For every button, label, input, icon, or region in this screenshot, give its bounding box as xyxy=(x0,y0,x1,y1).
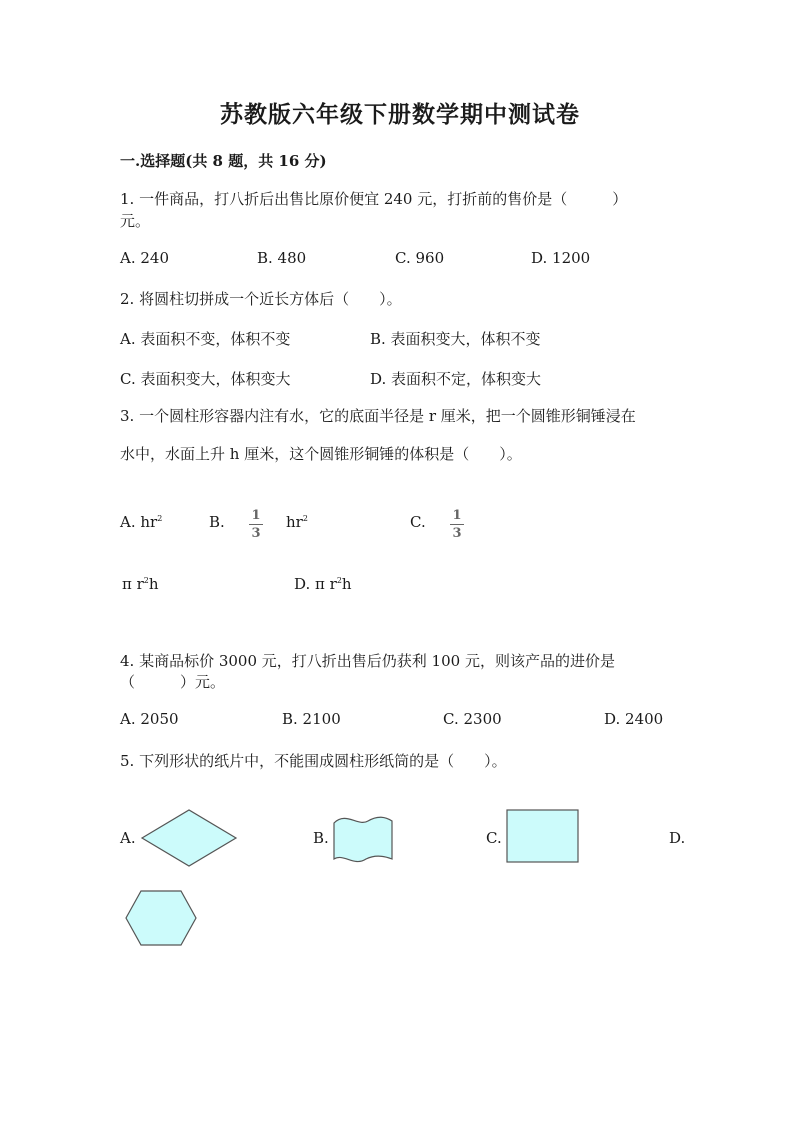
rectangle-shape xyxy=(506,808,580,864)
question-1-option-c: C. 960 xyxy=(395,249,445,267)
question-3-option-a-expr: A. hr xyxy=(120,513,158,531)
question-2-option-b: B. 表面积变大，体积不变 xyxy=(370,330,541,348)
question-3-option-c-h: h xyxy=(148,575,159,593)
question-1-text-cont: 元。 xyxy=(120,212,151,230)
fraction-one-third-b xyxy=(249,509,263,540)
question-3-option-c-cont xyxy=(122,575,159,593)
question-5-option-a: A. xyxy=(120,829,136,847)
section-heading: 一.选择题(共 8 题，共 16 分) xyxy=(120,152,327,170)
question-5-option-d: D. xyxy=(669,829,686,847)
question-3-option-d xyxy=(294,575,352,593)
rhombus-shape xyxy=(140,808,238,868)
question-3-option-b-hr: hr xyxy=(286,513,303,531)
superscript-two: 2 xyxy=(143,576,149,585)
question-5-option-c: C. xyxy=(486,829,502,847)
question-1-option-a: A. 240 xyxy=(120,249,169,267)
question-3-option-b-label: B. xyxy=(209,513,225,531)
question-3-option-c-pir: π r xyxy=(122,575,144,593)
question-3-option-b-expr xyxy=(286,513,308,531)
question-4-text-cont: （ ）元。 xyxy=(120,673,226,691)
question-2-option-d: D. 表面积不定，体积变大 xyxy=(370,370,542,388)
question-3-option-d-pir: D. π r xyxy=(294,575,337,593)
question-2-text: 2. 将圆柱切拼成一个近长方体后（ ）。 xyxy=(120,290,402,308)
question-4-option-a: A. 2050 xyxy=(120,710,179,728)
question-4-option-d: D. 2400 xyxy=(604,710,664,728)
question-1-option-b: B. 480 xyxy=(257,249,307,267)
wavy-rectangle-shape xyxy=(332,815,394,865)
superscript-two: 2 xyxy=(336,576,342,585)
fraction-numerator: 1 xyxy=(251,508,261,523)
question-3-option-d-h: h xyxy=(341,575,352,593)
question-1-text: 1. 一件商品，打八折后出售比原价便宜 240 元，打折前的售价是（ ） xyxy=(120,190,628,208)
fraction-bar xyxy=(249,524,263,525)
fraction-bar xyxy=(450,524,464,525)
question-1-option-d: D. 1200 xyxy=(531,249,591,267)
superscript-two: 2 xyxy=(302,514,308,523)
question-4-text: 4. 某商品标价 3000 元，打八折出售后仍获利 100 元，则该产品的进价是 xyxy=(120,652,615,670)
question-3-option-c-label: C. xyxy=(410,513,426,531)
question-5-text: 5. 下列形状的纸片中，不能围成圆柱形纸筒的是（ ）。 xyxy=(120,752,507,770)
question-3-option-a xyxy=(120,513,162,531)
hexagon-shape xyxy=(124,888,198,948)
question-3-text: 3. 一个圆柱形容器内注有水，它的底面半径是 r 厘米，把一个圆锥形铜锤浸在 xyxy=(120,407,636,425)
question-4-option-b: B. 2100 xyxy=(282,710,341,728)
question-3-text-cont: 水中，水面上升 h 厘米，这个圆锥形铜锤的体积是（ ）。 xyxy=(120,445,522,463)
fraction-numerator: 1 xyxy=(452,508,462,523)
question-4-option-c: C. 2300 xyxy=(443,710,502,728)
superscript-two: 2 xyxy=(157,514,163,523)
question-5-option-b: B. xyxy=(313,829,329,847)
question-2-option-a: A. 表面积不变，体积不变 xyxy=(120,330,291,348)
fraction-denominator: 3 xyxy=(251,526,261,541)
page-title: 苏教版六年级下册数学期中测试卷 xyxy=(220,101,580,128)
question-2-option-c: C. 表面积变大，体积变大 xyxy=(120,370,291,388)
fraction-one-third-c xyxy=(450,509,464,540)
fraction-denominator: 3 xyxy=(452,526,462,541)
